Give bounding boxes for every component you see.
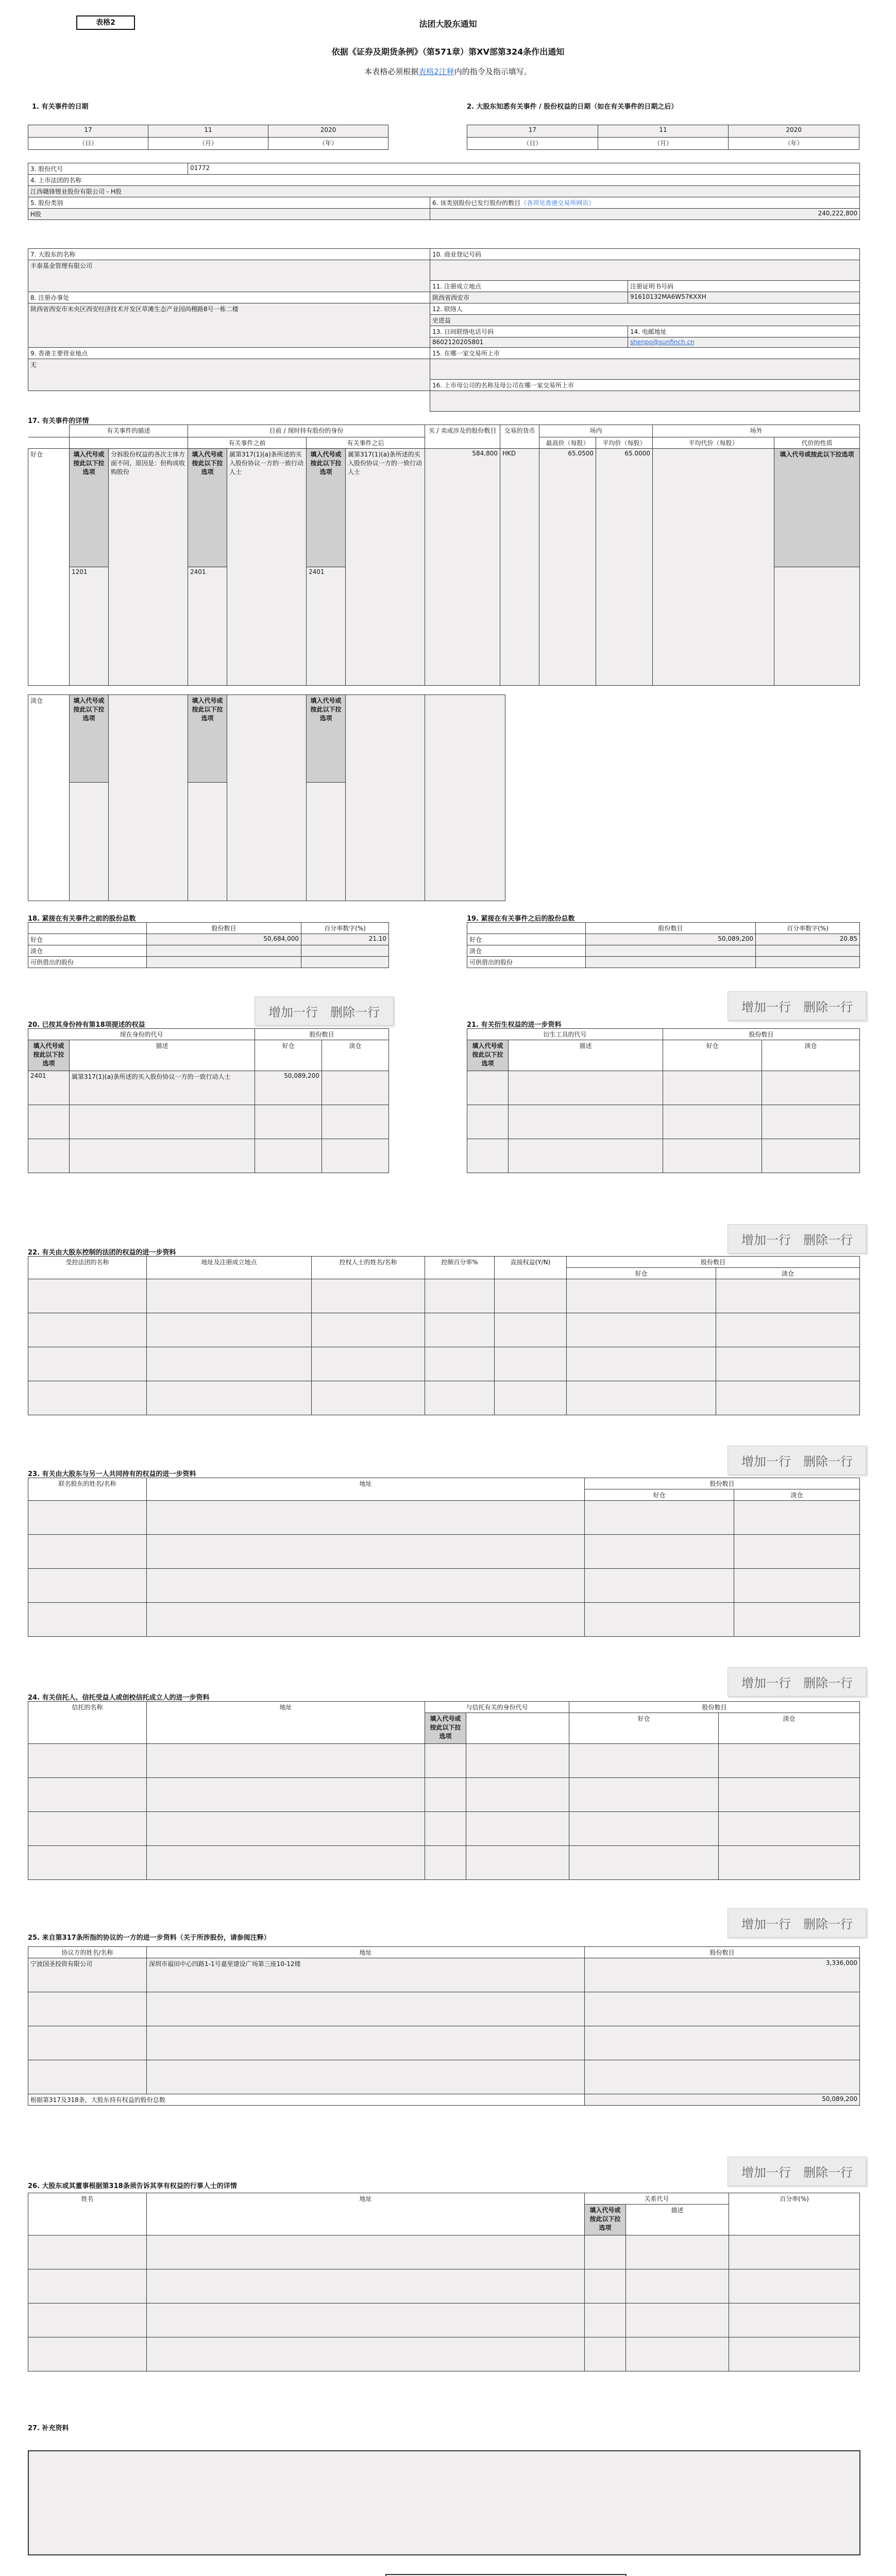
s17-before-code[interactable]: 2401 <box>188 567 227 686</box>
s25-party-name[interactable]: 宁波国圣投资有限公司 <box>28 1958 147 1992</box>
s17-short-after-pick[interactable]: 填入代号或按此以下拉选项 <box>307 695 346 783</box>
s27-title: 27. 补充资料 <box>28 2425 69 2432</box>
s24-row-buttons <box>728 1667 867 1697</box>
s23-add-row-button[interactable]: 增加一行 <box>741 1454 791 1469</box>
year-label: （年） <box>268 138 388 150</box>
s18-long-pct[interactable]: 21.10 <box>301 934 389 945</box>
table-row <box>28 1812 860 1846</box>
principal-label: 9. 香港主要营业地点 <box>28 348 430 359</box>
s22-address-header: 地址及注册成立地点 <box>147 1257 312 1279</box>
s19-short-pct[interactable] <box>756 945 860 957</box>
aware-date-label: 2. 大股东知悉有关事件 / 股份权益的日期（如在有关事件的日期之后） <box>467 103 678 111</box>
s26-address-header: 地址 <box>147 2193 585 2235</box>
s24-long-header: 好仓 <box>569 1713 719 1744</box>
parent-listing-label: 16. 上市母公司的名称及母公司在哪一家交易所上市 <box>430 380 860 391</box>
s17-event-code[interactable]: 1201 <box>70 567 109 686</box>
aware-date-table <box>467 125 859 150</box>
listed-exchange-input[interactable] <box>430 359 860 380</box>
s22-long-header: 好仓 <box>567 1268 716 1279</box>
table-row <box>28 1139 389 1173</box>
s20-row-buttons <box>255 996 394 1026</box>
s21-table <box>467 1028 860 1173</box>
aware-year-input[interactable]: 2020 <box>729 125 859 138</box>
table-row <box>28 1535 860 1569</box>
s18-short-pct[interactable] <box>301 945 389 957</box>
s17-high-header: 最高价（每股） <box>539 437 596 449</box>
phone-input[interactable]: 8602120205801 <box>430 337 628 348</box>
table-row <box>28 1501 860 1535</box>
s17-short-after-code[interactable] <box>307 783 346 901</box>
table-row <box>28 2337 860 2371</box>
s20-row-code[interactable]: 2401 <box>28 1071 70 1105</box>
table-row <box>28 2026 860 2060</box>
table-row <box>28 1381 860 1415</box>
s19-short-label: 淡仓 <box>467 945 586 957</box>
event-day-input[interactable]: 17 <box>28 125 148 138</box>
s25-shares-header: 股份数目 <box>585 1947 860 1958</box>
s20-pick-button[interactable]: 填入代号或按此以下拉选项 <box>28 1040 70 1071</box>
s21-code-header: 衍生工具的代号 <box>467 1029 663 1040</box>
s22-shares-header: 股份数目 <box>567 1257 860 1268</box>
s20-add-row-button[interactable]: 增加一行 <box>268 1005 318 1020</box>
address-input[interactable]: 陕西省西安市未央区西安经济技术开发区草滩生态产业园尚稷路8号一栋二楼 <box>28 303 430 348</box>
s25-row-buttons <box>728 1908 867 1938</box>
s17-short-label: 淡仓 <box>28 695 70 901</box>
event-month-input[interactable]: 11 <box>148 125 268 138</box>
form-instruction <box>0 66 896 77</box>
share-class-input[interactable]: H股 <box>28 209 430 220</box>
table-row <box>28 1778 860 1812</box>
contact-input[interactable]: 史进益 <box>430 315 860 326</box>
s22-direct-header: 直接权益(Y/N) <box>495 1257 567 1279</box>
s24-table <box>28 1701 860 1880</box>
table-row <box>28 1105 389 1139</box>
s17-capacity-header: 目前 / 现时持有股份的身份 <box>188 425 425 437</box>
s20-table <box>28 1028 389 1173</box>
table-row <box>28 2235 860 2269</box>
s18-shares-header: 股份数目 <box>147 923 301 934</box>
s19-lending-pct[interactable] <box>756 957 860 968</box>
s25-table <box>28 1946 860 2106</box>
s18-long-label: 好仓 <box>28 934 147 945</box>
s23-row-buttons <box>728 1446 867 1475</box>
table-row <box>467 1071 860 1105</box>
event-year-input[interactable]: 2020 <box>268 125 388 138</box>
s25-address-header: 地址 <box>147 1947 585 1958</box>
reg-place-label: 11. 注册成立地点 <box>430 281 628 292</box>
event-date-table <box>28 125 388 150</box>
s26-pct-header: 百分率(%) <box>729 2193 860 2235</box>
s23-address-header: 地址 <box>147 1478 585 1501</box>
s17-currency-input[interactable]: HKD <box>500 449 539 686</box>
address-label: 8. 注册办事处 <box>28 292 430 303</box>
s21-row-buttons <box>728 991 867 1021</box>
issued-shares-label <box>430 197 860 209</box>
s23-holder-header: 联名股东的姓名/名称 <box>28 1478 147 1501</box>
page-title: 法团大股东通知 <box>419 19 477 29</box>
s20-shares-header: 股份数目 <box>255 1029 389 1040</box>
s17-consid-header: 代价的性质 <box>774 437 860 449</box>
table-row <box>28 2269 860 2303</box>
table-row <box>28 1846 860 1880</box>
s23-long-header: 好仓 <box>585 1489 734 1501</box>
s20-row-desc: 属第317(1)(a)条所述的买入股份协议一方的一致行动人士 <box>70 1071 255 1105</box>
s17-event-desc: 分拆股份权益的各次主体方面不同，原因是：但构成收购股份 <box>109 449 188 686</box>
s18-lending-pct[interactable] <box>301 957 389 968</box>
reg-no-label: 注册证明书号码 <box>628 281 860 292</box>
s19-long-pct[interactable]: 20.85 <box>756 934 860 945</box>
s17-currency-header: 交易的货币 <box>500 425 539 449</box>
s26-title: 26. 大股东或其董事根据第318条须告诉其享有权益的行事人士的详情 <box>28 2182 237 2190</box>
s25-party-header: 协议方的姓名/名称 <box>28 1947 147 1958</box>
s22-delete-row-button[interactable]: 删除一行 <box>803 1233 853 1247</box>
s19-long-shares[interactable]: 50,089,200 <box>586 934 756 945</box>
s19-title: 19. 紧接在有关事件之后的股份总数 <box>467 915 575 923</box>
table-row <box>28 1313 860 1347</box>
s24-address-header: 地址 <box>147 1702 425 1744</box>
s23-delete-row-button[interactable]: 删除一行 <box>803 1454 853 1469</box>
s18-short-label: 淡仓 <box>28 945 147 957</box>
s21-short-header: 淡仓 <box>762 1040 860 1071</box>
table-row <box>28 1958 860 1992</box>
email-input[interactable]: shenpo@sunfinch.cn <box>628 337 860 348</box>
s18-pct-header: 百分率数字(%) <box>301 923 389 934</box>
s18-long-shares[interactable]: 50,684,000 <box>147 934 301 945</box>
s20-long-header: 好仓 <box>255 1040 322 1071</box>
s17-event-desc-header: 有关事件的描述 <box>70 425 188 437</box>
s24-capacity-header: 与信托有关的身份代号 <box>425 1702 569 1713</box>
biz-reg-label: 10. 商业登记号码 <box>430 249 860 260</box>
s22-table <box>28 1256 860 1415</box>
s20-row-short[interactable] <box>322 1071 389 1105</box>
holder-info-table <box>28 248 860 412</box>
table-row <box>28 2060 860 2094</box>
s23-table <box>28 1478 860 1637</box>
s17-shares-input[interactable]: 584,800 <box>425 449 500 686</box>
s17-shares-header: 买 / 卖或涉及的股份数目 <box>425 425 500 449</box>
s21-title: 21. 有关衍生权益的进一步资料 <box>467 1021 562 1029</box>
s24-title: 24. 有关信托人、信托受益人或创校信托成立人的进一步资料 <box>28 1694 210 1702</box>
s17-short-event-desc <box>109 695 188 901</box>
phone-label: 13. 日间联络电话号码 <box>430 326 628 337</box>
table-row <box>28 1603 860 1637</box>
s24-trust-name-header: 信托的名称 <box>28 1702 147 1744</box>
reg-place-input[interactable]: 陕西省西安市 <box>430 292 628 303</box>
principal-input[interactable]: 无 <box>28 359 430 391</box>
s18-lending-label: 可供借出的股份 <box>28 957 147 968</box>
s17-short-before-pick[interactable]: 填入代号或按此以下拉选项 <box>188 695 227 783</box>
s21-shares-header: 股份数目 <box>663 1029 860 1040</box>
s21-pick-button[interactable]: 填入代号或按此以下拉选项 <box>467 1040 509 1071</box>
s23-title: 23. 有关由大股东与另一人共同持有的权益的进一步资料 <box>28 1470 196 1478</box>
s24-delete-row-button[interactable]: 删除一行 <box>803 1676 853 1690</box>
s17-after-code[interactable]: 2401 <box>307 567 346 686</box>
holder-name-label: 7. 大股东的名称 <box>28 249 430 260</box>
s18-short-shares[interactable] <box>147 945 301 957</box>
table-row <box>28 1744 860 1778</box>
s20-short-header: 淡仓 <box>322 1040 389 1071</box>
s25-delete-row-button[interactable]: 删除一行 <box>803 1917 853 1931</box>
table-row <box>467 1105 860 1139</box>
s17-avg2-header: 平均代价（每股） <box>653 437 774 449</box>
year-label: （年） <box>729 138 859 150</box>
s17-after-header: 有关事件之后 <box>307 437 425 449</box>
s22-row-buttons <box>728 1224 867 1253</box>
contact-label: 12. 联络人 <box>430 303 860 315</box>
s17-short-shares[interactable] <box>425 695 505 901</box>
s19-lending-label: 可供借出的股份 <box>467 957 586 968</box>
s17-consid-pick-button[interactable]: 填入代号或按此以下拉选项 <box>774 449 860 567</box>
parent-listing-input[interactable] <box>430 391 860 412</box>
holder-name-input[interactable]: 丰泰基金管理有限公司 <box>28 260 430 292</box>
s27-supplement-textarea[interactable] <box>28 2450 860 2555</box>
aware-day-input[interactable]: 17 <box>467 125 598 138</box>
s17-title: 17. 有关事件的详情 <box>28 417 89 425</box>
s17-consid-code[interactable] <box>774 567 860 686</box>
s17-before-pick-button[interactable]: 填入代号或按此以下拉选项 <box>188 449 227 567</box>
s26-desc-header: 描述 <box>626 2205 729 2235</box>
s22-controller-header: 控权人士的姓名/名称 <box>312 1257 425 1279</box>
s26-add-row-button[interactable]: 增加一行 <box>741 2165 791 2180</box>
s19-pct-header: 百分率数字(%) <box>756 923 860 934</box>
s17-table <box>28 425 860 686</box>
s17-avg-header: 平均价（每股） <box>596 437 653 449</box>
s25-total-value[interactable]: 50,089,200 <box>585 2094 860 2106</box>
s17-before-header: 有关事件之前 <box>188 437 307 449</box>
s22-short-header: 淡仓 <box>716 1268 860 1279</box>
s22-title: 22. 有关由大股东控制的法团的权益的进一步资料 <box>28 1249 176 1257</box>
aware-month-input[interactable]: 11 <box>598 125 729 138</box>
s19-long-label: 好仓 <box>467 934 586 945</box>
company-info-table <box>28 163 860 220</box>
issued-shares-input[interactable]: 240,222,800 <box>430 209 860 220</box>
month-label: （月） <box>148 138 268 150</box>
s17-avg-input[interactable]: 65.0000 <box>596 449 653 686</box>
s26-pick-button[interactable]: 填入代号或按此以下拉选项 <box>585 2205 626 2235</box>
s22-add-row-button[interactable]: 增加一行 <box>741 1233 791 1247</box>
s26-delete-row-button[interactable]: 删除一行 <box>803 2165 853 2180</box>
s25-title: 25. 来自第317条所指的协议的一方的进一步资料（关于所涉股份，请参阅注释） <box>28 1934 271 1942</box>
s19-lending-shares[interactable] <box>586 957 756 968</box>
s21-desc-header: 描述 <box>509 1040 663 1071</box>
table-row <box>28 1569 860 1603</box>
s19-short-shares[interactable] <box>586 945 756 957</box>
s20-row-long[interactable]: 50,089,200 <box>255 1071 322 1105</box>
s22-corp-name-header: 受控法团的名称 <box>28 1257 147 1279</box>
s18-table <box>28 922 389 968</box>
s18-lending-shares[interactable] <box>147 957 301 968</box>
instruction-pre: 本表格必须根据 <box>364 67 419 76</box>
s26-row-buttons <box>728 2157 867 2186</box>
s23-short-header: 淡仓 <box>734 1489 860 1501</box>
s23-shares-header: 股份数目 <box>585 1478 860 1489</box>
notes-link[interactable]: 表格2注释 <box>418 67 454 76</box>
s25-party-address[interactable]: 深圳市福田中心四路1-1号嘉里建设广场第三座10-12楼 <box>147 1958 585 1992</box>
event-date-label: 1. 有关事件的日期 <box>32 103 89 111</box>
s20-desc-header: 描述 <box>70 1040 255 1071</box>
s24-add-row-button[interactable]: 增加一行 <box>741 1676 791 1690</box>
form-tag: 表格2 <box>76 15 135 30</box>
s25-add-row-button[interactable]: 增加一行 <box>741 1917 791 1931</box>
table-row <box>28 1279 860 1313</box>
s17-before-desc: 属第317(1)(a)条所述的买入股份协议一方的一致行动人士 <box>227 449 307 686</box>
s24-short-header: 淡仓 <box>719 1713 860 1744</box>
s17-high-input[interactable]: 65.0500 <box>539 449 596 686</box>
s24-pick-button[interactable]: 填入代号或按此以下拉选项 <box>425 1713 466 1744</box>
listed-name-label: 4. 上市法团的名称 <box>28 175 860 186</box>
s17-offex-header: 场外 <box>653 425 860 437</box>
table-row <box>28 1992 860 2026</box>
s25-total-label: 根据第317及318条，大股东持有权益的股份总数 <box>28 2094 585 2106</box>
reg-no-input[interactable]: 91610132MA6W57KXXH <box>628 292 860 303</box>
stock-code-input[interactable]: 01772 <box>188 163 860 175</box>
s20-title: 20. 已按其身份持有第18项提述的权益 <box>28 1021 145 1029</box>
s28-prev-form-input[interactable] <box>385 2574 627 2576</box>
s24-shares-header: 股份数目 <box>569 1702 860 1713</box>
s21-long-header: 好仓 <box>663 1040 762 1071</box>
share-class-label: 5. 股份类别 <box>28 197 430 209</box>
s20-cap-code-header: 现在身份的代号 <box>28 1029 255 1040</box>
s17-short-before-code[interactable] <box>188 783 227 901</box>
s26-name-header: 姓名 <box>28 2193 147 2235</box>
table-row <box>28 1347 860 1381</box>
s21-delete-row-button[interactable]: 删除一行 <box>803 1000 853 1014</box>
s17-after-pick-button[interactable]: 填入代号或按此以下拉选项 <box>307 449 346 567</box>
listed-exchange-label: 15. 在哪一家交易所上市 <box>430 348 860 359</box>
s17-short-after-desc <box>346 695 425 901</box>
stock-code-label: 3. 股份代号 <box>28 163 188 175</box>
day-label: （日） <box>28 138 148 150</box>
listed-name-input[interactable]: 江西赣锋锂业股份有限公司 - H股 <box>28 186 860 197</box>
s21-add-row-button[interactable]: 增加一行 <box>741 1000 791 1014</box>
s17-event-pick-button[interactable]: 填入代号或按此以下拉选项 <box>70 449 109 567</box>
email-label: 14. 电邮地址 <box>628 326 860 337</box>
s17-short-event-code[interactable] <box>70 783 109 901</box>
s17-short-table <box>28 694 505 901</box>
form-subtitle: 依据《证券及期货条例》（第571章）第XV部第324条作出通知 <box>331 47 565 57</box>
s19-table <box>467 922 860 968</box>
issued-label-text: 6. 该类别股份已发行股份的数目 <box>432 199 521 207</box>
table-row <box>28 1071 389 1105</box>
s17-short-event-pick[interactable]: 填入代号或按此以下拉选项 <box>70 695 109 783</box>
day-label: （日） <box>467 138 598 150</box>
issued-note-link[interactable]: （各项见香港交易所网页） <box>520 199 595 207</box>
s26-table <box>28 2193 860 2371</box>
s22-control-pct-header: 控制百分率% <box>425 1257 495 1279</box>
s18-title: 18. 紧接在有关事件之前的股份总数 <box>28 915 136 923</box>
s20-delete-row-button[interactable]: 删除一行 <box>330 1005 380 1020</box>
s17-onex-header: 场内 <box>539 425 653 437</box>
s17-short-before-desc <box>227 695 307 901</box>
table-row <box>467 1139 860 1173</box>
s17-after-desc: 属第317(1)(a)条所述的买入股份协议一方的一致行动人士 <box>346 449 425 686</box>
s25-party-shares[interactable]: 3,336,000 <box>585 1958 860 1992</box>
month-label: （月） <box>598 138 729 150</box>
biz-reg-input[interactable] <box>430 260 860 281</box>
s17-long-label: 好仓 <box>28 449 70 686</box>
s26-relation-header: 关系代号 <box>585 2193 729 2205</box>
s17-avg2-input[interactable] <box>653 449 774 686</box>
table-row <box>28 2303 860 2337</box>
s19-shares-header: 股份数目 <box>586 923 756 934</box>
instruction-post: 内的指令及指示填写。 <box>454 67 532 76</box>
